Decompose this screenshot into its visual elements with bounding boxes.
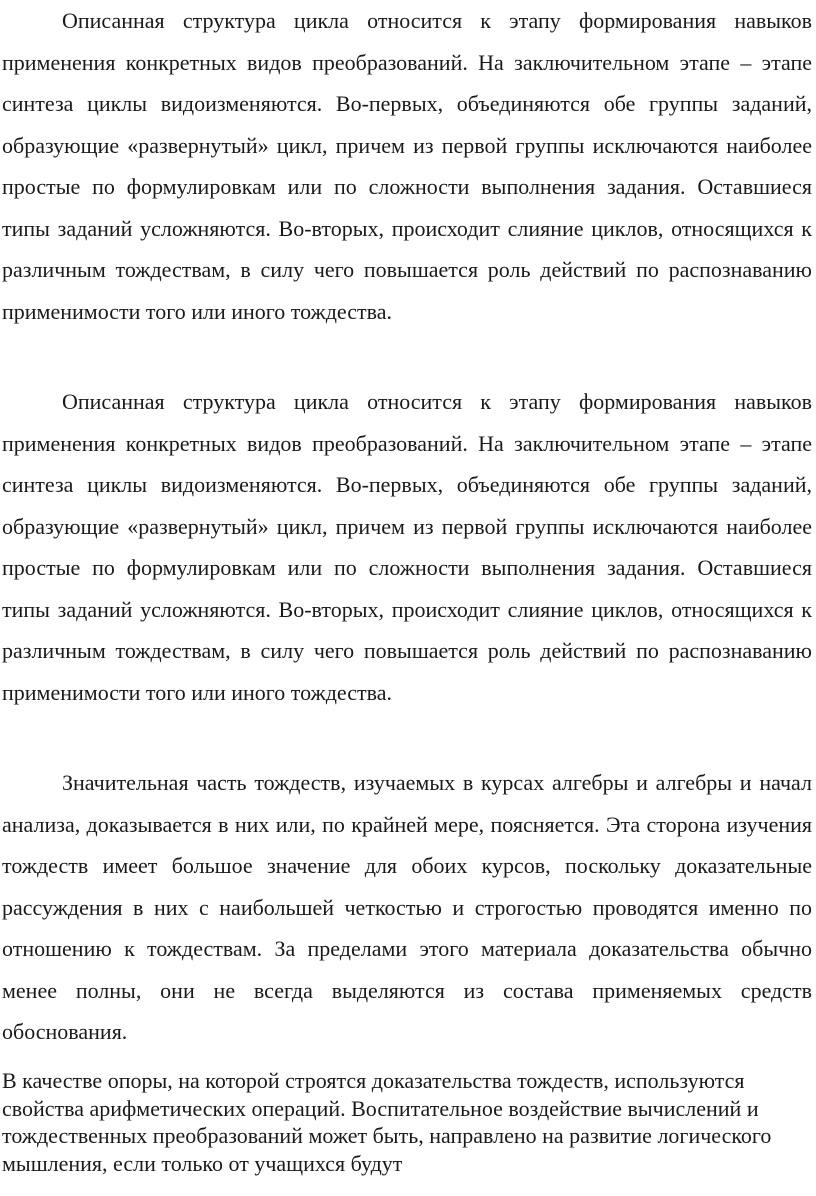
paragraph-4: В качестве опоры, на которой строятся доказательства тождеств, используются свойства арифметических операций. Воспитательное воздействие вычислений и тождественных преобразований может быть, направлено на развитие логического мышления, если только от учащихся будут xyxy=(2,1068,772,1176)
paragraph-3: Значительная часть тождеств, изучаемых в курсах алгебры и алгебры и начал анализа, доказывается в них или, по крайней мере, поясняется. Эта сторона изучения тождеств имеет большое значение для обоих курсов, поскольку доказательные рассуждения в них с наибольшей четкостью и строгостью проводятся именно по отношению к тождествам. За пределами этого материала доказательства обычно менее полны, они не всегда выделяются из состава применяемых средств обоснования. xyxy=(2,770,812,1044)
paragraph-1: Описанная структура цикла относится к этапу формирования навыков применения конкретных видов преобразований. На заключительном этапе – этапе синтеза циклы видоизменяются. Во-первых, объединяются обе группы заданий, образующие «развернутый» цикл, причем из первой группы исключаются наиболее простые по формулировкам или по сложности выполнения задания. Оставшиеся типы заданий усложняются. Во-вторых, происходит слияние циклов, относящихся к различным тождествам, в силу чего повышается роль действий по распознаванию применимости того или иного тождества. xyxy=(2,8,812,324)
paragraph-2: Описанная структура цикла относится к этапу формирования навыков применения конкретных видов преобразований. На заключительном этапе – этапе синтеза циклы видоизменяются. Во-первых, объединяются обе группы заданий, образующие «развернутый» цикл, причем из первой группы исключаются наиболее простые по формулировкам или по сложности выполнения задания. Оставшиеся типы заданий усложняются. Во-вторых, происходит слияние циклов, относящихся к различным тождествам, в силу чего повышается роль действий по распознаванию применимости того или иного тождества. xyxy=(2,389,812,705)
